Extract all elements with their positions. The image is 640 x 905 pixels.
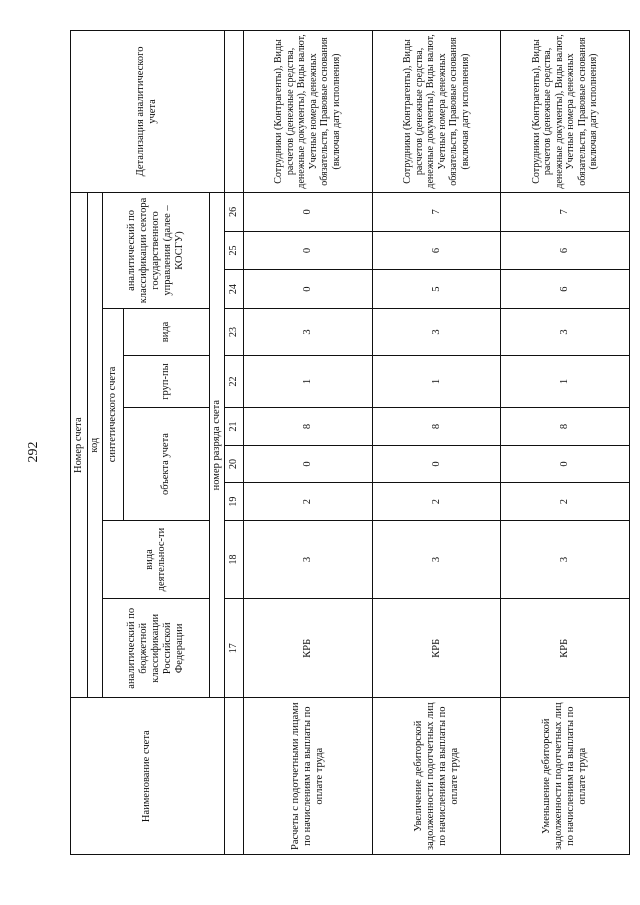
value-cell: 3 [372, 308, 501, 355]
value-cell: 2 [372, 483, 501, 521]
account-name-cell: Увеличение дебиторской задолженности подотчетных лиц по начислениям на выплаты по оплате труда [372, 698, 501, 855]
table-row [244, 31, 373, 855]
header-detail: Детализация аналитического учета [71, 31, 225, 193]
table-row [501, 31, 630, 855]
value-cell: КРБ [501, 599, 630, 698]
value-cell: 0 [501, 445, 630, 483]
value-cell: 6 [501, 231, 630, 270]
value-cell: 1 [501, 355, 630, 407]
value-cell: 0 [244, 231, 373, 270]
value-cell: 1 [244, 355, 373, 407]
header-digit-number: номер разряда счета [209, 192, 224, 697]
col-number: 17 [224, 599, 243, 698]
value-cell: 7 [501, 192, 630, 231]
header-object: объекта учета [123, 408, 209, 521]
header-code: код [88, 192, 103, 697]
value-cell: 5 [372, 270, 501, 309]
header-kosgu: аналитический по классификации сектора государственного управления (далее – КОСГУ) [103, 192, 209, 308]
header-activity-type: вида деятельнос-ти [103, 520, 209, 598]
header-analytic-budget: аналитический по бюджетной классификации Российской Федерации [103, 599, 209, 698]
table-row [372, 31, 501, 855]
value-cell: 6 [501, 270, 630, 309]
value-cell: 0 [372, 445, 501, 483]
value-cell: 2 [501, 483, 630, 521]
value-cell: 8 [501, 408, 630, 446]
col-number-blank [224, 31, 243, 193]
value-cell: 7 [372, 192, 501, 231]
value-cell: КРБ [244, 599, 373, 698]
account-name-cell: Уменьшение дебиторской задолженности подотчетных лиц по начислениям на выплаты по оплате труда [501, 698, 630, 855]
value-cell: 3 [501, 308, 630, 355]
value-cell: 3 [244, 520, 373, 598]
value-cell: 6 [372, 231, 501, 270]
col-number: 18 [224, 520, 243, 598]
col-number: 23 [224, 308, 243, 355]
detail-cell: Сотрудники (Контрагенты), Виды расчетов (денежные средства, денежные документы), Виды валют, Учетные номера денежных обязательств, Правовые основания (включая дату исполнения) [244, 31, 373, 193]
value-cell: 3 [244, 308, 373, 355]
col-number: 24 [224, 270, 243, 309]
account-name-cell: Расчеты с подотчетными лицами по начислениям на выплаты по оплате труда [244, 698, 373, 855]
col-number: 20 [224, 445, 243, 483]
value-cell: 0 [244, 445, 373, 483]
detail-cell: Сотрудники (Контрагенты), Виды расчетов (денежные средства, денежные документы), Виды валют, Учетные номера денежных обязательств, Правовые основания (включая дату исполнения) [501, 31, 630, 193]
col-number-blank [224, 698, 243, 855]
value-cell: 1 [372, 355, 501, 407]
value-cell: 8 [244, 408, 373, 446]
value-cell: 0 [244, 192, 373, 231]
header-account-number: Номер счета [71, 192, 88, 697]
rotated-page [70, 30, 630, 855]
value-cell: КРБ [372, 599, 501, 698]
page-number: 292 [26, 441, 41, 463]
value-cell: 2 [244, 483, 373, 521]
value-cell: 0 [244, 270, 373, 309]
header-synthetic: синтетического счета [103, 308, 123, 520]
header-group: груп-пы [123, 355, 209, 407]
header-kind: вида [123, 308, 209, 355]
col-number: 19 [224, 483, 243, 521]
col-number: 21 [224, 408, 243, 446]
accounts-table [70, 30, 630, 855]
value-cell: 8 [372, 408, 501, 446]
value-cell: 3 [372, 520, 501, 598]
col-number: 22 [224, 355, 243, 407]
col-number: 26 [224, 192, 243, 231]
detail-cell: Сотрудники (Контрагенты), Виды расчетов (денежные средства, денежные документы), Виды валют, Учетные номера денежных обязательств, Правовые основания (включая дату исполнения) [372, 31, 501, 193]
col-number: 25 [224, 231, 243, 270]
value-cell: 3 [501, 520, 630, 598]
header-account-name: Наименование счета [71, 698, 225, 855]
